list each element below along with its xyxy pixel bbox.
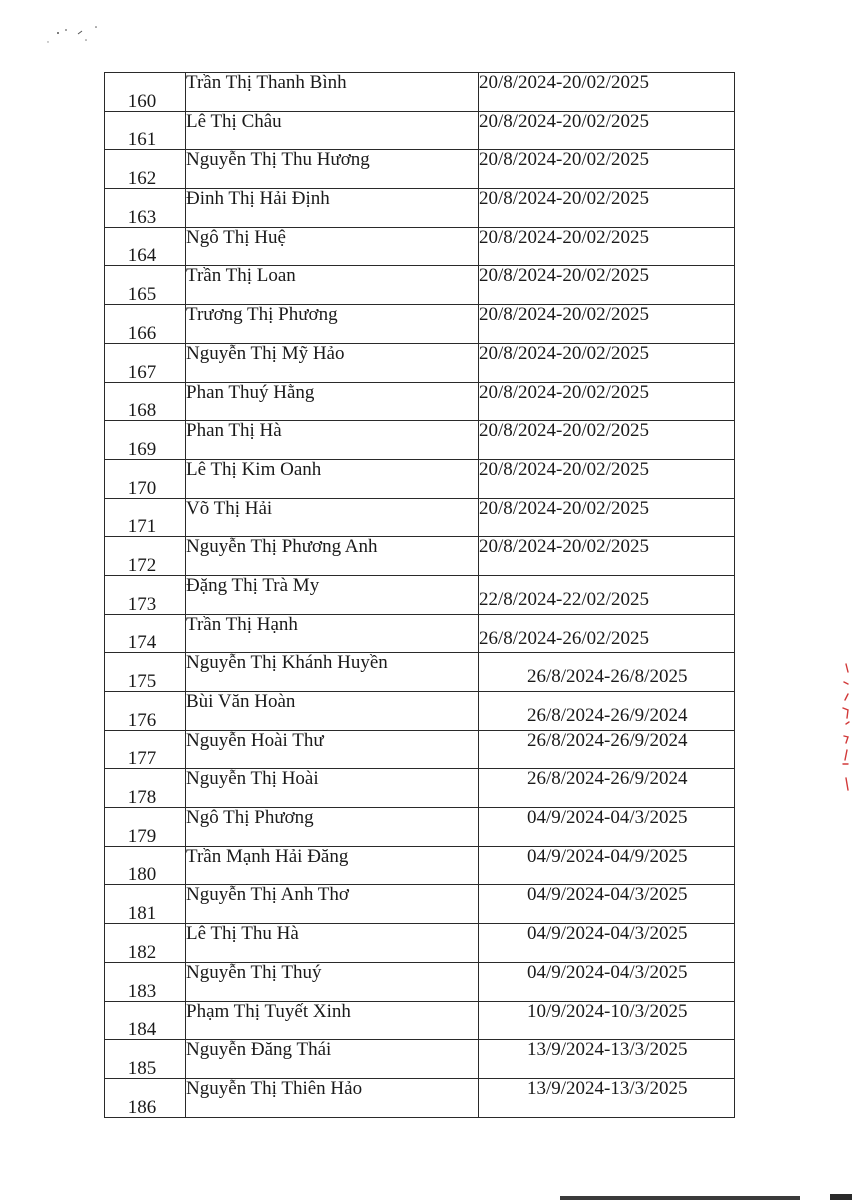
person-name: Nguyễn Thị Anh Thơ	[186, 885, 479, 924]
date-period: 26/8/2024-26/9/2024	[479, 730, 735, 769]
row-number: 177	[127, 748, 157, 770]
row-number: 181	[127, 903, 157, 925]
row-number: 185	[127, 1057, 157, 1079]
table-row	[105, 1078, 735, 1117]
date-period: 20/8/2024-20/02/2025	[479, 305, 735, 344]
person-name: Phạm Thị Tuyết Xinh	[186, 1001, 479, 1040]
date-period: 20/8/2024-20/02/2025	[479, 537, 735, 576]
row-number-cell	[105, 227, 186, 266]
person-name: Nguyễn Thị Thiên Hảo	[186, 1078, 479, 1117]
table-row	[105, 1001, 735, 1040]
person-name: Lê Thị Kim Oanh	[186, 459, 479, 498]
person-name: Đặng Thị Trà My	[186, 575, 479, 614]
table-row	[105, 343, 735, 382]
date-period: 04/9/2024-04/3/2025	[479, 924, 735, 963]
red-stamp-edge-mark	[828, 660, 852, 800]
row-number: 179	[127, 825, 157, 847]
table-row	[105, 73, 735, 112]
table-row	[105, 846, 735, 885]
table-row	[105, 692, 735, 731]
table-row	[105, 769, 735, 808]
date-period: 13/9/2024-13/3/2025	[479, 1040, 735, 1079]
row-number-cell	[105, 305, 186, 344]
date-period: 26/8/2024-26/8/2025	[479, 653, 735, 692]
person-name: Bùi Văn Hoàn	[186, 692, 479, 731]
register-table-body	[105, 73, 735, 1118]
row-number: 176	[127, 709, 157, 731]
table-row	[105, 653, 735, 692]
row-number-cell	[105, 382, 186, 421]
row-number-cell	[105, 150, 186, 189]
row-number-cell	[105, 846, 186, 885]
person-name: Nguyễn Đăng Thái	[186, 1040, 479, 1079]
row-number: 166	[127, 322, 157, 344]
date-period: 20/8/2024-20/02/2025	[479, 382, 735, 421]
row-number-cell	[105, 343, 186, 382]
row-number-cell	[105, 421, 186, 460]
person-name: Phan Thuý Hằng	[186, 382, 479, 421]
row-number: 165	[127, 284, 157, 306]
row-number-cell	[105, 575, 186, 614]
row-number-cell	[105, 885, 186, 924]
date-period: 04/9/2024-04/3/2025	[479, 885, 735, 924]
row-number: 184	[127, 1019, 157, 1041]
table-row	[105, 150, 735, 189]
row-number: 183	[127, 980, 157, 1002]
person-name: Đinh Thị Hải Định	[186, 189, 479, 228]
scan-edge-shadow	[560, 1196, 800, 1200]
row-number-cell	[105, 924, 186, 963]
date-period: 20/8/2024-20/02/2025	[479, 343, 735, 382]
date-period: 04/9/2024-04/3/2025	[479, 962, 735, 1001]
person-name: Trần Thị Thanh Bình	[186, 73, 479, 112]
row-number: 174	[127, 632, 157, 654]
row-number: 169	[127, 438, 157, 460]
date-period: 20/8/2024-20/02/2025	[479, 498, 735, 537]
row-number-cell	[105, 1040, 186, 1079]
row-number-cell	[105, 808, 186, 847]
row-number-cell	[105, 1078, 186, 1117]
row-number: 180	[127, 864, 157, 886]
table-row	[105, 421, 735, 460]
person-name: Nguyễn Thị Thuý	[186, 962, 479, 1001]
person-name: Trần Mạnh Hải Đăng	[186, 846, 479, 885]
person-name: Ngô Thị Huệ	[186, 227, 479, 266]
row-number: 172	[127, 554, 157, 576]
row-number-cell	[105, 769, 186, 808]
table-row	[105, 189, 735, 228]
person-name: Nguyễn Hoài Thư	[186, 730, 479, 769]
table-row	[105, 266, 735, 305]
date-period: 20/8/2024-20/02/2025	[479, 266, 735, 305]
date-period: 22/8/2024-22/02/2025	[479, 575, 735, 614]
table-row	[105, 227, 735, 266]
scan-speckle-marks	[44, 22, 104, 44]
row-number: 161	[127, 129, 157, 151]
row-number: 171	[127, 516, 157, 538]
date-period: 20/8/2024-20/02/2025	[479, 189, 735, 228]
row-number: 167	[127, 361, 157, 383]
row-number-cell	[105, 111, 186, 150]
row-number: 186	[127, 1096, 157, 1118]
person-name: Phan Thị Hà	[186, 421, 479, 460]
row-number: 178	[127, 787, 157, 809]
table-row	[105, 1040, 735, 1079]
date-period: 20/8/2024-20/02/2025	[479, 150, 735, 189]
date-period: 13/9/2024-13/3/2025	[479, 1078, 735, 1117]
table-row	[105, 614, 735, 653]
table-row	[105, 305, 735, 344]
row-number-cell	[105, 498, 186, 537]
person-name: Võ Thị Hải	[186, 498, 479, 537]
row-number-cell	[105, 459, 186, 498]
person-name: Lê Thị Thu Hà	[186, 924, 479, 963]
row-number-cell	[105, 653, 186, 692]
register-table	[104, 72, 735, 1118]
person-name: Nguyễn Thị Khánh Huyền	[186, 653, 479, 692]
table-row	[105, 924, 735, 963]
date-period: 20/8/2024-20/02/2025	[479, 73, 735, 112]
date-period: 04/9/2024-04/9/2025	[479, 846, 735, 885]
table-row	[105, 537, 735, 576]
date-period: 04/9/2024-04/3/2025	[479, 808, 735, 847]
date-period: 26/8/2024-26/9/2024	[479, 769, 735, 808]
date-period: 26/8/2024-26/9/2024	[479, 692, 735, 731]
person-name: Nguyễn Thị Hoài	[186, 769, 479, 808]
date-period: 20/8/2024-20/02/2025	[479, 421, 735, 460]
table-row	[105, 730, 735, 769]
row-number-cell	[105, 614, 186, 653]
person-name: Ngô Thị Phương	[186, 808, 479, 847]
date-period: 20/8/2024-20/02/2025	[479, 111, 735, 150]
table-row	[105, 459, 735, 498]
row-number: 162	[127, 168, 157, 190]
row-number: 163	[127, 206, 157, 228]
table-row	[105, 575, 735, 614]
table-row	[105, 885, 735, 924]
row-number: 160	[127, 90, 157, 112]
row-number-cell	[105, 266, 186, 305]
row-number: 168	[127, 400, 157, 422]
person-name: Trần Thị Loan	[186, 266, 479, 305]
table-row	[105, 962, 735, 1001]
row-number-cell	[105, 730, 186, 769]
row-number-cell	[105, 692, 186, 731]
table-row	[105, 382, 735, 421]
person-name: Lê Thị Châu	[186, 111, 479, 150]
person-name: Nguyễn Thị Phương Anh	[186, 537, 479, 576]
row-number: 164	[127, 245, 157, 267]
person-name: Nguyễn Thị Mỹ Hảo	[186, 343, 479, 382]
date-period: 26/8/2024-26/02/2025	[479, 614, 735, 653]
row-number: 170	[127, 477, 157, 499]
table-row	[105, 111, 735, 150]
scan-corner-shadow	[830, 1194, 852, 1200]
date-period: 20/8/2024-20/02/2025	[479, 459, 735, 498]
person-name: Trần Thị Hạnh	[186, 614, 479, 653]
row-number-cell	[105, 189, 186, 228]
row-number: 173	[127, 593, 157, 615]
row-number-cell	[105, 537, 186, 576]
row-number-cell	[105, 962, 186, 1001]
row-number-cell	[105, 73, 186, 112]
row-number-cell	[105, 1001, 186, 1040]
table-row	[105, 808, 735, 847]
person-name: Nguyễn Thị Thu Hương	[186, 150, 479, 189]
date-period: 20/8/2024-20/02/2025	[479, 227, 735, 266]
date-period: 10/9/2024-10/3/2025	[479, 1001, 735, 1040]
person-name: Trương Thị Phương	[186, 305, 479, 344]
row-number: 182	[127, 941, 157, 963]
row-number: 175	[127, 671, 157, 692]
table-row	[105, 498, 735, 537]
